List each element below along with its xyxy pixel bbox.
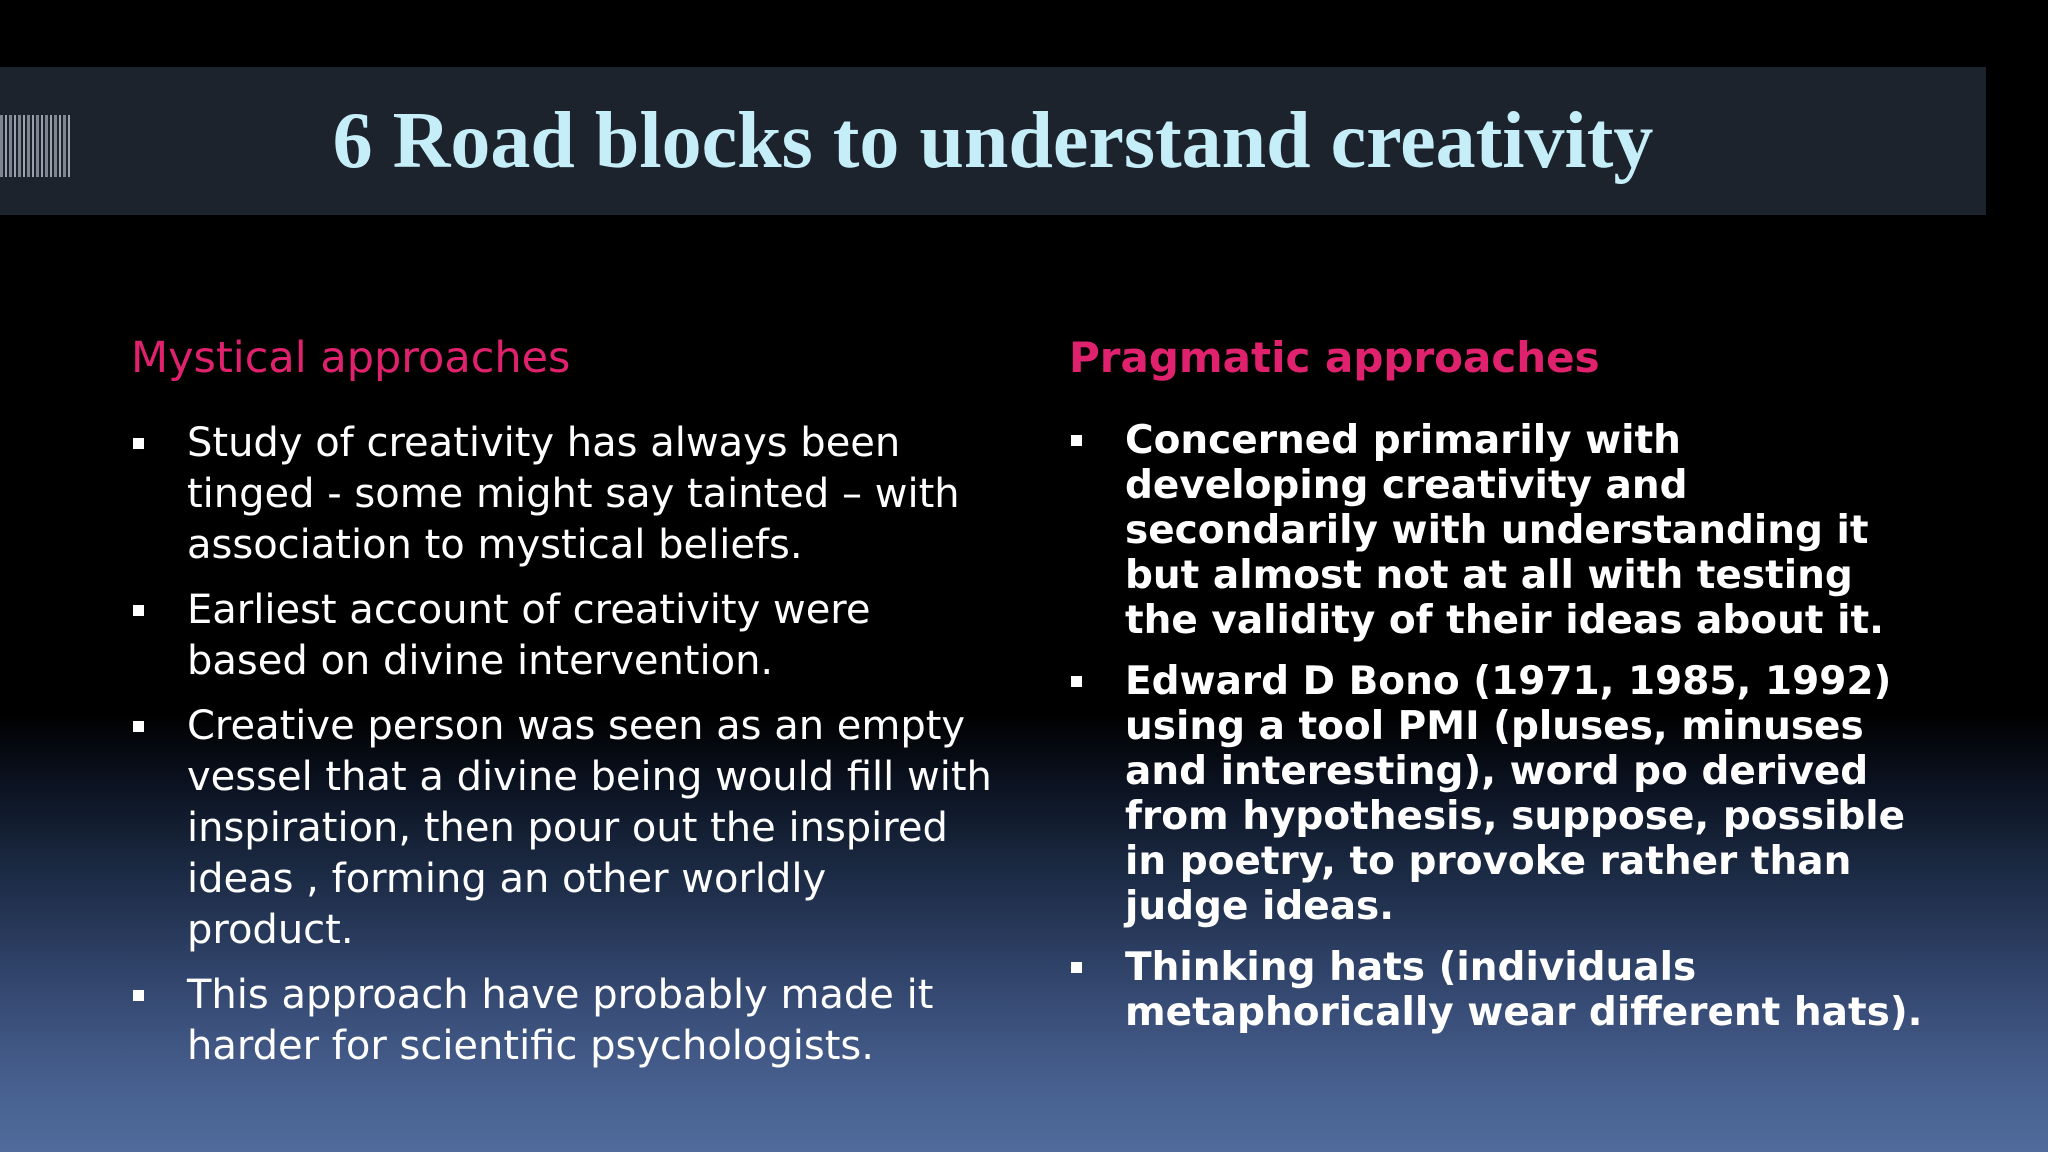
list-item [1069, 945, 1929, 1035]
right-column-heading: Pragmatic approaches [1069, 333, 1600, 382]
square-bullet-icon [1071, 435, 1082, 446]
bullet-text: Earliest account of creativity were based on divine intervention. [187, 587, 871, 684]
title-bar [0, 67, 1986, 215]
bullet-text: Thinking hats (individuals metaphorically wear different hats). [1125, 945, 1923, 1035]
left-bullet-list [131, 418, 1001, 1072]
square-bullet-icon [133, 438, 144, 449]
right-bullet-list [1069, 418, 1929, 1035]
left-column [131, 330, 1001, 1086]
square-bullet-icon [133, 721, 144, 732]
bullet-text: Edward D Bono (1971, 1985, 1992) using a tool PMI (pluses, minuses and interesting), word po derived from hypothesis, suppose, possible in poetry, to provoke rather than judge ideas. [1125, 659, 1906, 929]
list-item [131, 970, 1001, 1072]
bullet-text: Creative person was seen as an empty vessel that a divine being would fill with inspiration, then pour out the inspired ideas , forming an other worldly product. [187, 703, 992, 953]
bullet-text: Concerned primarily with developing creativity and secondarily with understanding it but almost not at all with testing the validity of their ideas about it. [1125, 418, 1884, 643]
left-column-heading: Mystical approaches [131, 333, 571, 383]
square-bullet-icon [1071, 962, 1082, 973]
square-bullet-icon [133, 605, 144, 616]
list-item [1069, 659, 1929, 929]
list-item [131, 701, 1001, 956]
bullet-text: Study of creativity has always been tinged - some might say tainted – with association to mystical beliefs. [187, 420, 960, 568]
square-bullet-icon [133, 990, 144, 1001]
list-item [131, 585, 1001, 687]
square-bullet-icon [1071, 676, 1082, 687]
bullet-text: This approach have probably made it harder for scientific psychologists. [187, 972, 934, 1069]
list-item [1069, 418, 1929, 643]
list-item [131, 418, 1001, 571]
slide-title: 6 Road blocks to understand creativity [332, 97, 1654, 185]
right-column [1069, 330, 1929, 1051]
